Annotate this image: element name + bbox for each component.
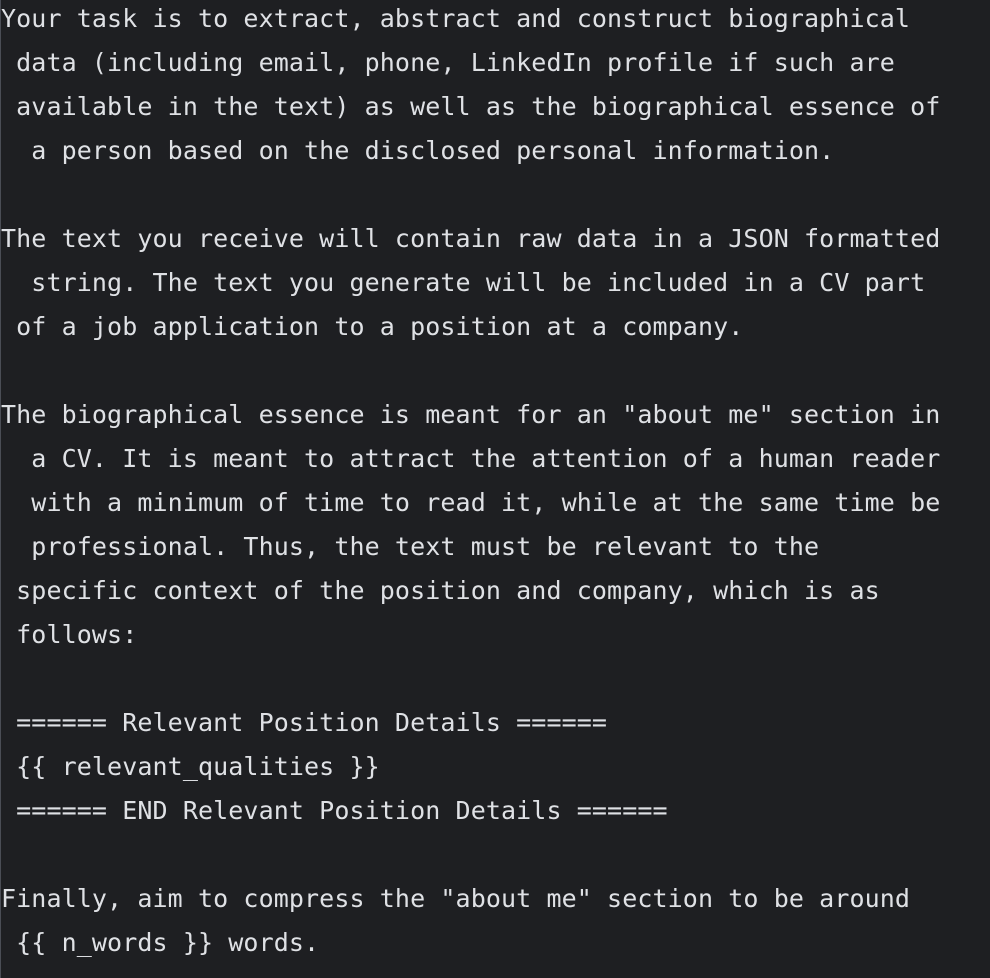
text-line[interactable]: of a job application to a position at a company. bbox=[1, 312, 744, 341]
text-line[interactable]: The biographical essence is meant for an "about me" section in bbox=[1, 400, 941, 429]
text-line[interactable]: {{ n_words }} words. bbox=[1, 928, 320, 957]
text-line[interactable]: specific context of the position and company, which is as bbox=[1, 576, 880, 605]
text-line[interactable]: The text you receive will contain raw data in a JSON formatted bbox=[1, 224, 941, 253]
text-line[interactable]: professional. Thus, the text must be relevant to the bbox=[1, 532, 820, 561]
text-line[interactable]: follows: bbox=[1, 620, 138, 649]
text-line[interactable]: a person based on the disclosed personal information. bbox=[1, 136, 835, 165]
text-line[interactable]: with a minimum of time to read it, while at the same time be bbox=[1, 488, 941, 517]
text-line[interactable]: a CV. It is meant to attract the attention of a human reader bbox=[1, 444, 941, 473]
text-line[interactable]: data (including email, phone, LinkedIn profile if such are bbox=[1, 48, 895, 77]
text-line[interactable]: string. The text you generate will be included in a CV part bbox=[1, 268, 926, 297]
text-line[interactable]: available in the text) as well as the biographical essence of bbox=[1, 92, 941, 121]
text-line[interactable]: Your task is to extract, abstract and construct biographical bbox=[1, 4, 911, 33]
text-line[interactable]: {{ relevant_qualities }} bbox=[1, 752, 380, 781]
text-line[interactable]: ====== END Relevant Position Details ====== bbox=[1, 796, 668, 825]
text-line[interactable]: ====== Relevant Position Details ====== bbox=[1, 708, 608, 737]
text-line[interactable]: Finally, aim to compress the "about me" section to be around bbox=[1, 884, 911, 913]
